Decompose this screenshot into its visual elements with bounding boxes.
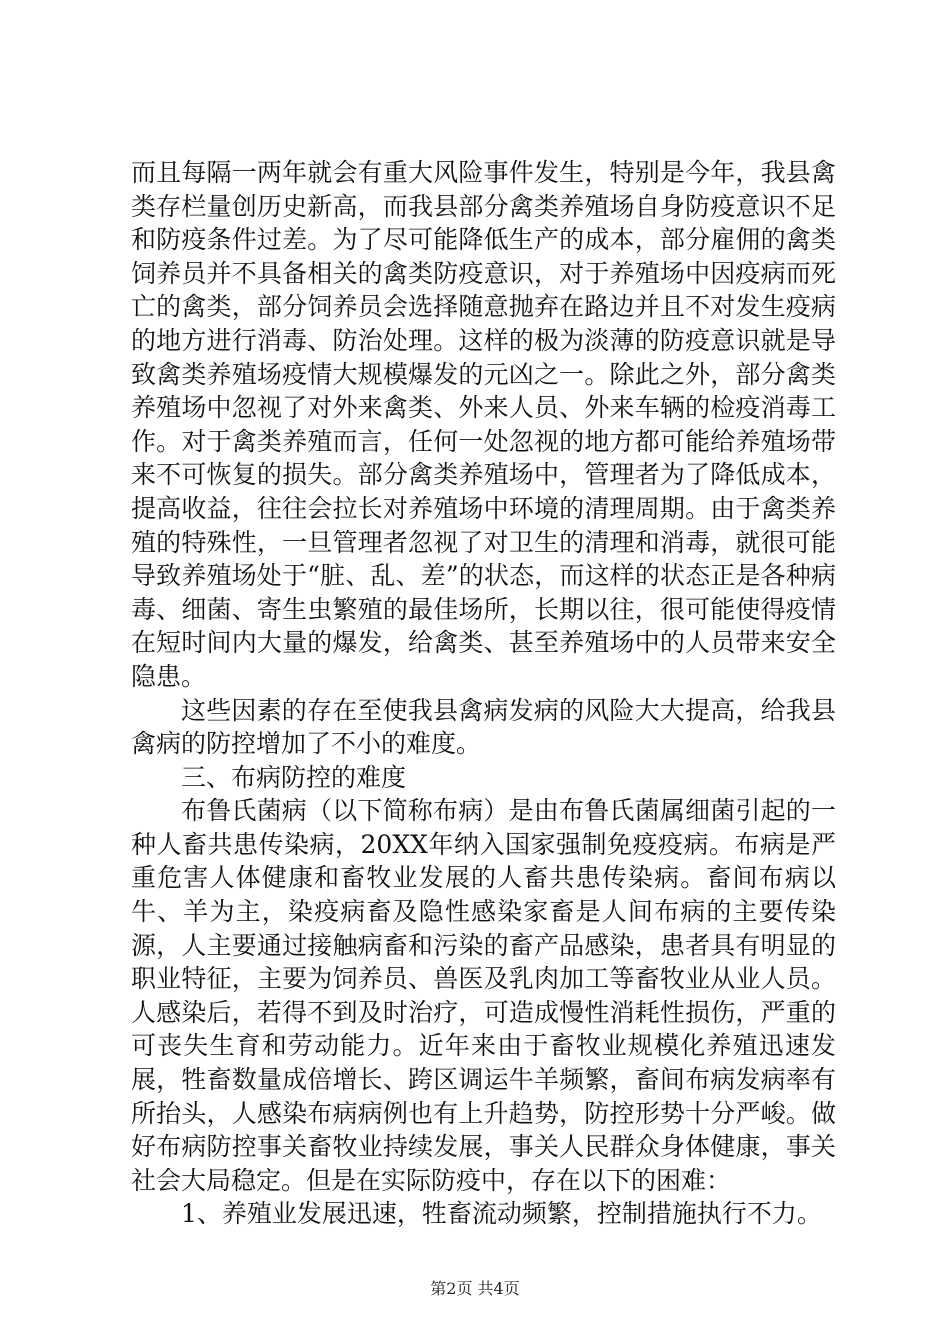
section-heading: 三、布病防控的难度 xyxy=(181,762,407,792)
list-item-difficulty-1: 1、养殖业发展迅速，牲畜流动频繁，控制措施执行不力。 xyxy=(181,1199,822,1229)
paragraph-brucellosis: 布鲁氏菌病（以下简称布病）是由布鲁氏菌属细菌引起的一种人畜共患传染病，20XX年纳入国家强制免疫疫病。布病是严重危害人体健康和畜牧业发展的人畜共患传染病。畜间布病以牛、羊为主，染疫病畜及隐性感染家畜是人间布病的主要传染源，人主要通过接触病畜和污染的畜产品感染，患者具有明显的职业特征，主要为饲养员、兽医及乳肉加工等畜牧业从业人员。人感染后，若得不到及时治疗，可造成慢性消耗性损伤，严重的可丧失生育和劳动能力。近年来由于畜牧业规模化养殖迅速发展，牲畜数量成倍增长、跨区调运牛羊频繁，畜间布病发病率有所抬头，人感染布病病例也有上升趋势，防控形势十分严峻。做好布病防控事关畜牧业持续发展，事关人民群众身体健康，事关社会大局稳定。但是在实际防疫中，存在以下的困难： xyxy=(131,796,836,1195)
paragraph-continuation: 而且每隔一两年就会有重大风险事件发生，特别是今年，我县禽类存栏量创历史新高，而我县部分禽类养殖场自身防疫意识不足和防疫条件过差。为了尽可能降低生产的成本，部分雇佣的禽类饲养员并不具备相关的禽类防疫意识，对于养殖场中因疫病而死亡的禽类，部分饲养员会选择随意抛弃在路边并且不对发生疫病的地方进行消毒、防治处理。这样的极为淡薄的防疫意识就是导致禽类养殖场疫情大规模爆发的元凶之一。除此之外，部分禽类养殖场中忽视了对外来禽类、外来人员、外来车辆的检疫消毒工作。对于禽类养殖而言，任何一处忽视的地方都可能给养殖场带来不可恢复的损失。部分禽类养殖场中，管理者为了降低成本，提高收益，往往会拉长对养殖场中环境的清理周期。由于禽类养殖的特殊性，一旦管理者忽视了对卫生的清理和消毒，就很可能导致养殖场处于“脏、乱、差”的状态，而这样的状态正是各种病毒、细菌、寄生虫繁殖的最佳场所，长期以往，很可能使得疫情在短时间内大量的爆发，给禽类、甚至养殖场中的人员带来安全隐患。 xyxy=(131,158,836,691)
document-body xyxy=(131,156,836,1231)
paragraph-risk-summary: 这些因素的存在至使我县禽病发病的风险大大提高，给我县禽病的防控增加了不小的难度。 xyxy=(131,695,836,759)
page-footer: 第2页 共4页 xyxy=(430,1279,520,1298)
